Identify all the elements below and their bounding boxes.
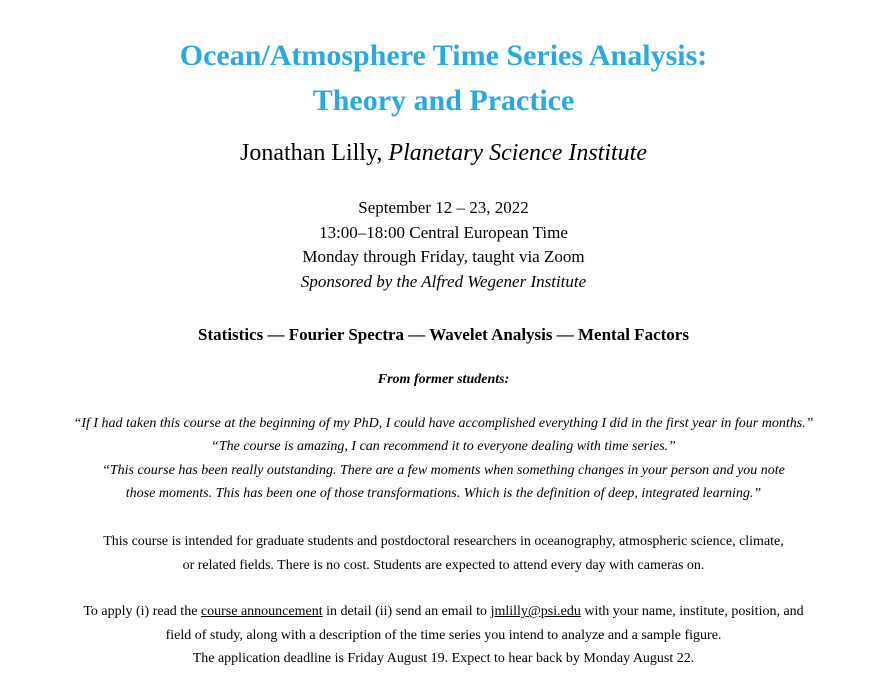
course-announcement-link[interactable]: course announcement	[200, 604, 323, 619]
testimonial-quote-3-line-2: those moments. This has been one of those transformations. Which is the definition of deep, integrated learning.”	[125, 485, 762, 501]
title-line-2: Theory and Practice	[312, 84, 575, 117]
audience-block	[0, 530, 887, 577]
apply-text-part-3: with your name, institute, position, and	[580, 604, 804, 619]
course-time: 13:00–18:00 Central European Time	[319, 222, 568, 242]
course-dates: September 12 – 23, 2022	[358, 198, 529, 217]
author-line	[0, 137, 887, 169]
page-title	[0, 33, 887, 123]
apply-line-2: field of study, along with a description of the time series you intend to analyze and a sample figure.	[165, 627, 722, 643]
topics-line: Statistics — Fourier Spectra — Wavelet Analysis — Mental Factors	[198, 325, 689, 344]
email-link[interactable]: jmlilly@psi.edu	[490, 604, 581, 619]
author-name: Jonathan Lilly,	[240, 140, 383, 166]
testimonial-quote-3-line-1: “This course has been really outstanding. There are a few moments when something changes in your person and you note	[102, 462, 785, 478]
testimonial-quote-1: “If I had taken this course at the beginning of my PhD, I could have accomplished everything I did in the first year in four months.”	[73, 416, 814, 431]
apply-text-part-1: To apply (i) read the	[83, 604, 201, 619]
course-days: Monday through Friday, taught via Zoom	[302, 247, 585, 266]
testimonial-quote-2: “The course is amazing, I can recommend it to everyone dealing with time series.”	[211, 439, 676, 455]
testimonials-block	[0, 412, 887, 505]
author-affiliation: Planetary Science Institute	[388, 140, 647, 166]
apply-text-part-2: in detail (ii) send an email to	[322, 604, 491, 619]
apply-deadline: The application deadline is Friday August 19. Expect to hear back by Monday August 22.	[192, 651, 695, 666]
testimonials-heading: From former students:	[377, 372, 510, 387]
audience-line-1: This course is intended for graduate students and postdoctoral researchers in oceanography, atmospheric science, climate,	[103, 534, 784, 549]
sponsor-line: Sponsored by the Alfred Wegener Institute	[300, 271, 587, 291]
schedule-block	[0, 196, 887, 294]
application-block	[0, 600, 887, 671]
audience-line-2: or related fields. There is no cost. Students are expected to attend every day with cameras on.	[182, 557, 705, 573]
apply-line-1	[0, 600, 887, 624]
title-line-1: Ocean/Atmosphere Time Series Analysis:	[179, 39, 708, 72]
